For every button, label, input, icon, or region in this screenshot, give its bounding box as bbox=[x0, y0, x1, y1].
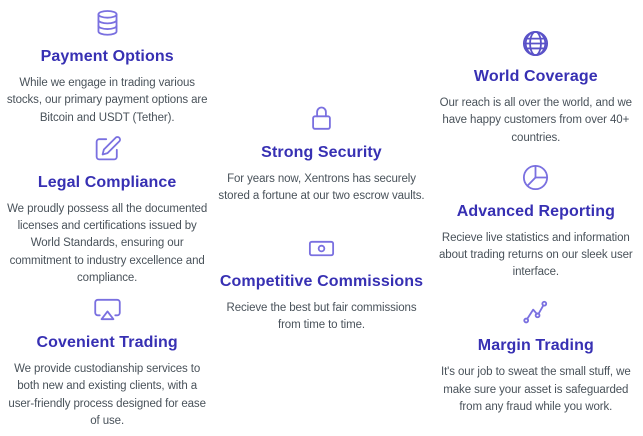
features-column-right bbox=[429, 0, 643, 436]
feature-card-legal-compliance bbox=[0, 132, 214, 287]
feature-description: Our reach is all over the world, and we have happy customers from over 40+ countries. bbox=[439, 97, 632, 144]
feature-title: Payment Options bbox=[40, 48, 174, 65]
feature-title: Competitive Commissions bbox=[219, 273, 424, 290]
feature-card-strong-security bbox=[214, 102, 428, 206]
feature-description: We provide custodianship services to both new and existing clients, with a user-friendly process designed for ease of use. bbox=[8, 363, 206, 427]
banknote-icon bbox=[306, 231, 337, 265]
feature-title: Strong Security bbox=[261, 143, 382, 161]
features-column-left bbox=[0, 0, 214, 436]
feature-description: Recieve live statistics and information about trading returns on our sleek user interface. bbox=[438, 231, 633, 279]
globe-icon bbox=[520, 26, 551, 60]
feature-card-covenient-trading bbox=[0, 292, 214, 430]
feature-description: We proudly possess all the documented licenses and certifications issued by World Standards, ensuring our commitment to industry excellence and compliance. bbox=[7, 202, 208, 284]
airplay-monitor-icon bbox=[92, 292, 123, 326]
feature-card-world-coverage bbox=[429, 26, 643, 147]
feature-card-competitive-commissions bbox=[214, 231, 428, 335]
features-column-middle bbox=[214, 0, 428, 436]
feature-description: For years now, Xentrons has securely stored a fortune at our two escrow vaults. bbox=[218, 172, 425, 202]
database-icon bbox=[92, 6, 123, 40]
pie-chart-icon bbox=[520, 161, 551, 195]
feature-card-payment-options bbox=[0, 6, 214, 127]
feature-title: Margin Trading bbox=[477, 337, 594, 355]
feature-description: Recieve the best but fair commissions from time to time. bbox=[226, 302, 417, 332]
trend-line-icon bbox=[520, 295, 551, 329]
feature-description: It's our job to sweat the small stuff, we make sure your asset is safeguarded from any fraud while you work. bbox=[440, 366, 631, 413]
edit-pencil-icon bbox=[92, 132, 123, 166]
feature-card-advanced-reporting bbox=[429, 161, 643, 282]
feature-description: While we engage in trading various stocks, our primary payment options are Bitcoin and USDT (Tether). bbox=[6, 77, 208, 124]
feature-title: Advanced Reporting bbox=[456, 202, 615, 220]
feature-title: World Coverage bbox=[473, 68, 598, 85]
lock-icon bbox=[306, 102, 337, 136]
feature-title: Covenient Trading bbox=[36, 334, 178, 351]
feature-title: Legal Compliance bbox=[37, 173, 177, 191]
feature-card-margin-trading bbox=[429, 295, 643, 416]
